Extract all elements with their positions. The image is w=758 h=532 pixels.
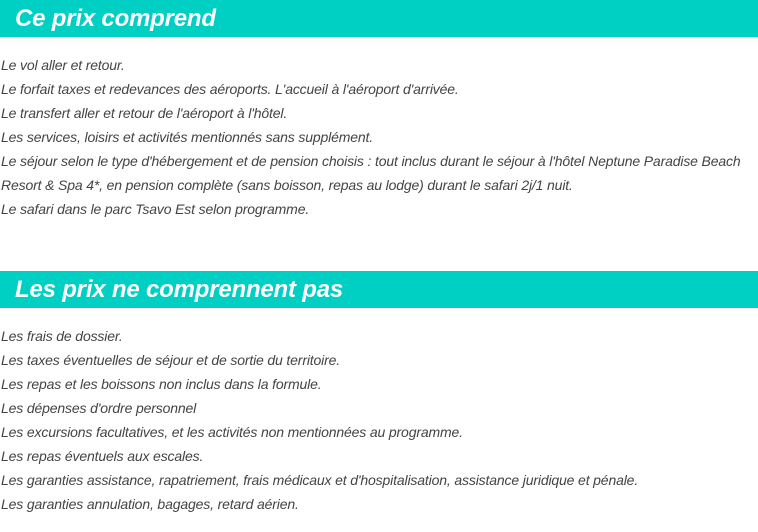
list-item: Les frais de dossier. [1,328,123,344]
excluded-section-title: Les prix ne comprennent pas [15,275,344,303]
list-item: Le vol aller et retour. [1,57,125,73]
included-section-title: Ce prix comprend [15,4,216,32]
list-item: Les services, loisirs et activités mentionnés sans supplément. [1,129,373,145]
list-item: Le transfert aller et retour de l'aéroport à l'hôtel. [1,105,288,121]
included-section-header [0,0,758,37]
list-item: Les repas et les boissons non inclus dans la formule. [1,376,322,392]
included-items-list [1,53,758,221]
excluded-section-header [0,271,758,308]
list-item: Le forfait taxes et redevances des aéroports. L'accueil à l'aéroport d'arrivée. [1,81,459,97]
list-item: Les garanties annulation, bagages, retard aérien. [1,496,299,512]
list-item: Le safari dans le parc Tsavo Est selon programme. [1,201,310,217]
list-item: Les taxes éventuelles de séjour et de sortie du territoire. [1,352,341,368]
list-item: Les excursions facultatives, et les activités non mentionnées au programme. [1,424,463,440]
list-item: Les repas éventuels aux escales. [1,448,204,464]
excluded-items-list [1,324,758,516]
list-item: Les garanties assistance, rapatriement, frais médicaux et d'hospitalisation, assistance juridique et pénale. [1,472,639,488]
list-item: Les dépenses d'ordre personnel [1,400,197,416]
list-item: Le séjour selon le type d'hébergement et de pension choisis : tout inclus durant le séjour à l'hôtel Neptune Paradise Beach [1,153,741,169]
list-item: Resort & Spa 4*, en pension complète (sans boisson, repas au lodge) durant le safari 2j/1 nuit. [1,177,573,193]
